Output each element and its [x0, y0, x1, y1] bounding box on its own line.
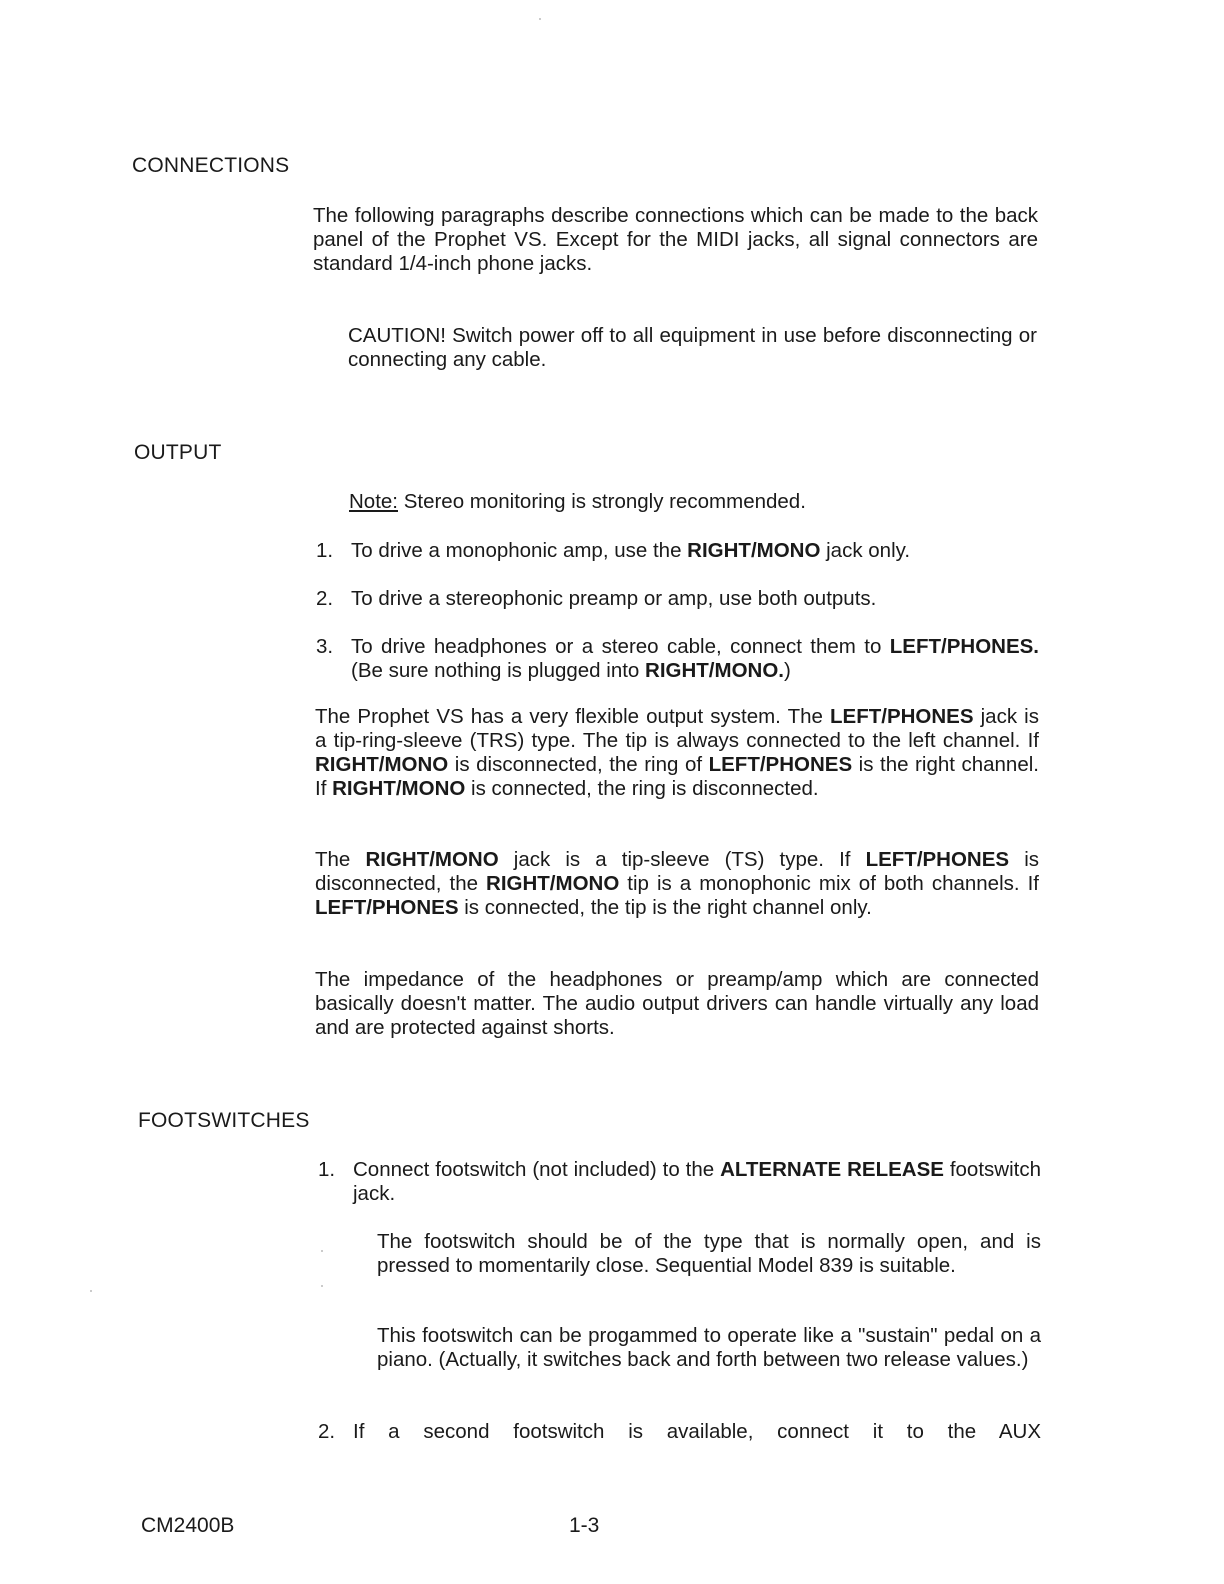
output-paragraph-2: The RIGHT/MONO jack is a tip-sleeve (TS) type. If LEFT/PHONES is disconnected, the RIGHT/MONO tip is a monophonic mix of both channels. If LEFT/PHONES is connected, the tip is the right channel only. — [315, 848, 1039, 919]
connections-heading: CONNECTIONS — [132, 154, 290, 177]
footswitches-heading: FOOTSWITCHES — [138, 1109, 310, 1132]
connections-intro: The following paragraphs describe connections which can be made to the back panel of the Prophet VS. Except for the MIDI jacks, all signal connectors are standard 1/4-inch phone jacks. — [313, 204, 1038, 275]
output-item-1-number: 1. — [316, 539, 334, 562]
note-text: Stereo monitoring is strongly recommended. — [398, 490, 806, 513]
scan-speck — [90, 1290, 92, 1292]
caution-text: CAUTION! Switch power off to all equipment in use before disconnecting or connecting any cable. — [348, 324, 1037, 371]
footswitch-subparagraph-1: The footswitch should be of the type that is normally open, and is pressed to momentarily close. Sequential Model 839 is suitable. — [377, 1230, 1041, 1277]
footswitch-subparagraph-2: This footswitch can be progammed to operate like a "sustain" pedal on a piano. (Actually, it switches back and forth between two release values.) — [377, 1324, 1041, 1371]
output-item-2: To drive a stereophonic preamp or amp, use both outputs. — [351, 587, 877, 610]
output-item-2-number: 2. — [316, 587, 334, 610]
scan-speck — [539, 18, 541, 20]
output-paragraph-1: The Prophet VS has a very flexible output system. The LEFT/PHONES jack is a tip-ring-sleeve (TRS) type. The tip is always connected to the left channel. If RIGHT/MONO is disconnected, the ring of LEFT/PHONES is the right channel. If RIGHT/MONO is connected, the ring is disconnected. — [315, 705, 1039, 800]
page-number: 1-3 — [569, 1514, 600, 1537]
footswitch-item-1-number: 1. — [318, 1158, 336, 1181]
footswitch-item-2-number: 2. — [318, 1420, 336, 1443]
footswitch-item-1: Connect footswitch (not included) to the ALTERNATE RELEASE footswitch jack. — [353, 1158, 1041, 1205]
output-item-1: To drive a monophonic amp, use the RIGHT/MONO jack only. — [351, 539, 911, 562]
scan-speck — [321, 1285, 323, 1287]
output-item-3-number: 3. — [316, 635, 334, 658]
output-item-3: To drive headphones or a stereo cable, connect them to LEFT/PHONES. (Be sure nothing is plugged into RIGHT/MONO.) — [351, 635, 1039, 682]
note-label: Note: — [349, 490, 398, 513]
output-paragraph-3: The impedance of the headphones or preamp/amp which are connected basically doesn't matter. The audio output drivers can handle virtually any load and are protected against shorts. — [315, 968, 1039, 1039]
document-code: CM2400B — [141, 1514, 235, 1537]
scan-speck — [321, 1250, 323, 1252]
output-heading: OUTPUT — [134, 441, 222, 464]
footswitch-item-2: If a second footswitch is available, connect it to the AUX — [353, 1420, 1041, 1443]
output-note — [349, 490, 1039, 514]
